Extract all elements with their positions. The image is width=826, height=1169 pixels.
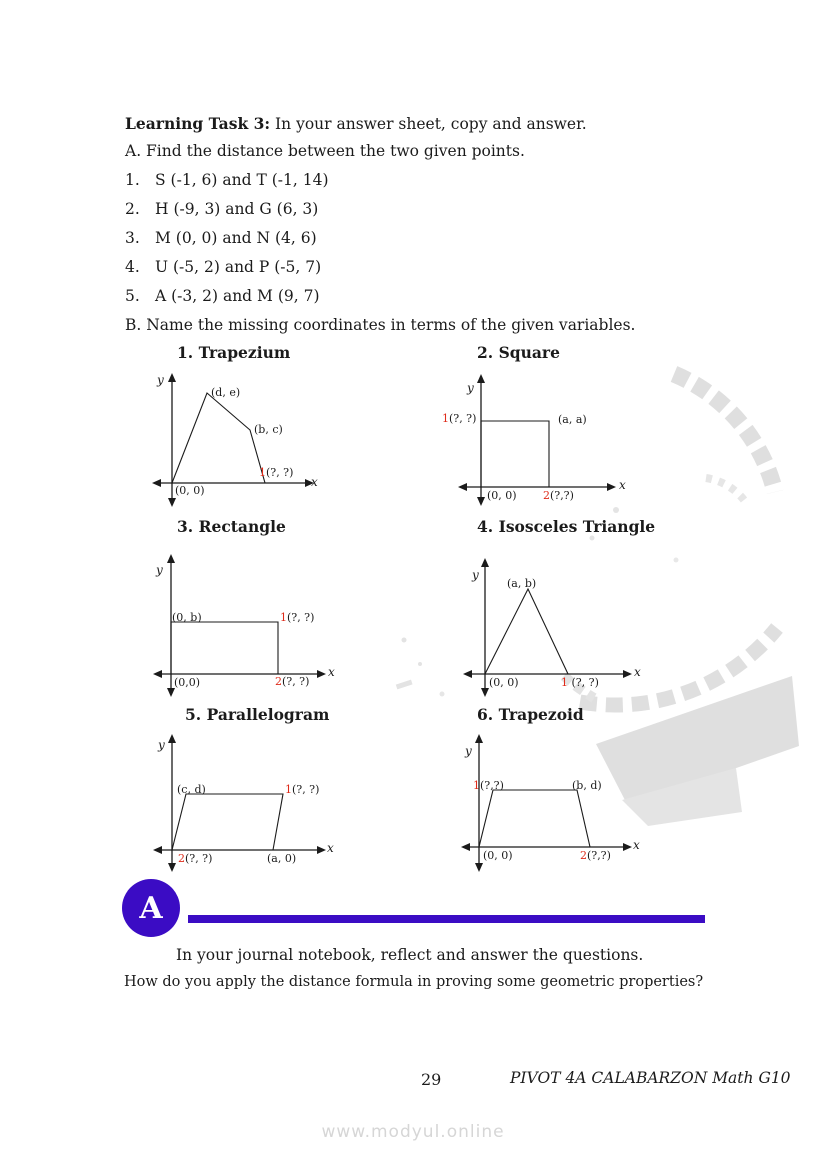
point-label: (0,0) <box>174 676 201 689</box>
figure-title-trapezium: 1. Trapezium <box>177 343 291 362</box>
point-label: (d, e) <box>211 386 241 399</box>
point-label: 1(?,?) <box>473 779 504 792</box>
figure-rectangle <box>145 550 335 700</box>
item-number: 3. <box>125 229 140 247</box>
point-label: 1 (?, ?) <box>561 676 599 689</box>
page-number: 29 <box>421 1070 442 1089</box>
y-axis-label: y <box>156 563 163 577</box>
point-label: 1(?, ?) <box>280 611 315 624</box>
item-number: 4. <box>125 258 140 276</box>
section-divider <box>188 915 705 923</box>
x-axis-label: x <box>328 665 335 679</box>
item-number: 2. <box>125 200 140 218</box>
figure-title-isosceles-triangle: 4. Isosceles Triangle <box>477 517 656 536</box>
learning-task-text: In your answer sheet, copy and answer. <box>275 115 587 133</box>
item-text: S (-1, 6) and T (-1, 14) <box>155 171 329 189</box>
parallelogram-plot <box>145 730 335 880</box>
learning-task-label: Learning Task 3: <box>125 114 271 133</box>
section-a-heading: A. Find the distance between the two given points. <box>125 142 525 160</box>
y-axis-label: y <box>465 744 472 758</box>
y-axis-label: y <box>157 373 164 387</box>
item-number: 1. <box>125 171 140 189</box>
item-number: 5. <box>125 287 140 305</box>
figure-square <box>440 370 630 510</box>
reflect-question: How do you apply the distance formula in proving some geometric properties? <box>124 974 704 990</box>
item-text: H (-9, 3) and G (6, 3) <box>155 200 319 218</box>
point-label: 2(?,?) <box>543 489 574 502</box>
figure-isosceles-triangle <box>455 550 645 700</box>
x-axis-label: x <box>634 665 641 679</box>
x-axis-label: x <box>619 478 626 492</box>
point-label: (a, a) <box>558 413 587 426</box>
point-label: 1(?, ?) <box>259 466 294 479</box>
x-axis-label: x <box>633 838 640 852</box>
point-label: (0, 0) <box>175 484 205 497</box>
list-item <box>125 258 321 276</box>
point-label: 1(?, ?) <box>285 783 320 796</box>
list-item <box>125 171 329 189</box>
y-axis-label: y <box>472 568 479 582</box>
figure-title-parallelogram: 5. Parallelogram <box>185 705 330 724</box>
point-label: (0, b) <box>172 611 202 624</box>
item-text: M (0, 0) and N (4, 6) <box>155 229 317 247</box>
section-b-heading: B. Name the missing coordinates in terms of the given variables. <box>125 316 636 334</box>
list-item <box>125 229 317 247</box>
point-label: (a, 0) <box>267 852 297 865</box>
point-label: (a, b) <box>507 577 537 590</box>
item-text: A (-3, 2) and M (9, 7) <box>155 287 320 305</box>
item-text: U (-5, 2) and P (-5, 7) <box>155 258 322 276</box>
point-label: (0, 0) <box>489 676 519 689</box>
figure-parallelogram <box>145 730 335 880</box>
point-label: (b, d) <box>572 779 602 792</box>
isosceles-triangle-plot <box>455 550 645 700</box>
site-watermark: www.modyul.online <box>321 1122 505 1142</box>
figure-title-square: 2. Square <box>477 343 560 362</box>
y-axis-label: y <box>467 381 474 395</box>
point-label: 1(?, ?) <box>442 412 477 425</box>
point-label: 2(?, ?) <box>275 675 310 688</box>
point-label: (0, 0) <box>483 849 513 862</box>
point-label: (0, 0) <box>487 489 517 502</box>
list-item <box>125 200 318 218</box>
x-axis-label: x <box>311 475 318 489</box>
y-axis-label: y <box>158 738 165 752</box>
point-label: (b, c) <box>254 423 283 436</box>
book-title: PIVOT 4A CALABARZON Math G10 <box>510 1069 791 1087</box>
figure-title-trapezoid: 6. Trapezoid <box>477 705 584 724</box>
list-item <box>125 287 320 305</box>
section-badge: A <box>122 879 180 937</box>
figure-trapezium <box>145 370 320 510</box>
point-label: (c, d) <box>177 783 206 796</box>
figure-title-rectangle: 3. Rectangle <box>177 517 286 536</box>
figure-trapezoid <box>455 730 645 880</box>
x-axis-label: x <box>327 841 334 855</box>
point-label: 2(?, ?) <box>178 852 213 865</box>
reflect-intro: In your journal notebook, reflect and answer the questions. <box>176 946 644 964</box>
point-label: 2(?,?) <box>580 849 611 862</box>
learning-task-heading <box>125 114 587 133</box>
